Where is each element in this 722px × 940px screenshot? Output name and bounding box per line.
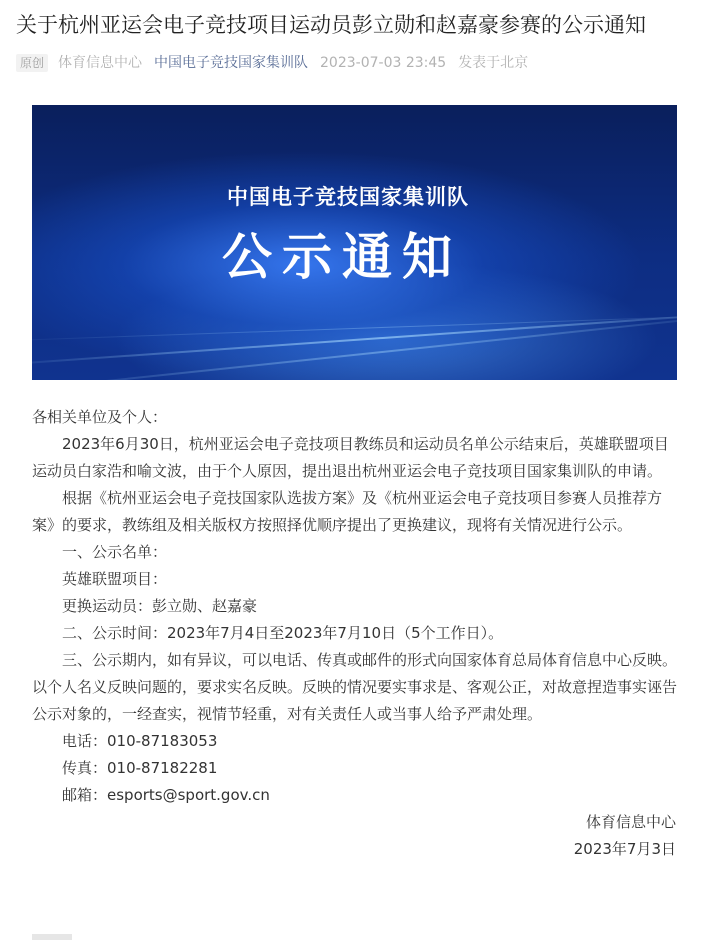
- banner-subtitle: 中国电子竞技国家集训队: [227, 185, 469, 209]
- article-title: 关于杭州亚运会电子竞技项目运动员彭立勋和赵嘉豪参赛的公示通知: [16, 13, 646, 37]
- body-line: 更换运动员：彭立勋、赵嘉豪: [62, 597, 258, 615]
- banner-image[interactable]: [32, 105, 677, 380]
- banner-light-streak: [32, 308, 677, 367]
- section-heading: 二、公示时间：2023年7月4日至2023年7月10日（5个工作日）。: [62, 624, 504, 642]
- contact-fax: 传真：010-87182281: [62, 759, 218, 777]
- body-paragraph: 三、公示期内，如有异议，可以电话、传真或邮件的形式向国家体育总局体育信息中心反映。以个人名义反映问题的，要求实名反映。反映的情况要实事求是、客观公正，对故意捏造事实诬告公示对象的，一经查实，视情节轻重，对有关责任人或当事人给予严肃处理。: [32, 651, 678, 723]
- source-name: 体育信息中心: [58, 55, 143, 71]
- contact-phone: 电话：010-87183053: [62, 732, 218, 750]
- body-paragraph: 根据《杭州亚运会电子竞技国家队选拔方案》及《杭州亚运会电子竞技项目参赛人员推荐方案》的要求，教练组及相关版权方按照择优顺序提出了更换建议，现将有关情况进行公示。: [32, 489, 663, 534]
- body-paragraph: 2023年6月30日，杭州亚运会电子竞技项目教练员和运动员名单公示结束后，英雄联盟项目运动员白家浩和喻文波，由于个人原因，提出退出杭州亚运会电子竞技项目国家集训队的申请。: [32, 435, 669, 480]
- banner-light-streak: [32, 308, 677, 380]
- publish-datetime: 2023-07-03 23:45: [320, 55, 447, 71]
- section-heading: 一、公示名单：: [62, 543, 168, 561]
- cut-off-content: [32, 934, 72, 940]
- publish-location: 发表于北京: [458, 55, 529, 71]
- article-body: [32, 404, 682, 863]
- article-meta: [16, 52, 528, 74]
- banner-main-text: 公示通知: [222, 228, 462, 286]
- signature-date: 2023年7月3日: [573, 840, 676, 858]
- salutation: 各相关单位及个人：: [32, 408, 168, 426]
- original-tag: 原创: [16, 54, 48, 72]
- account-link[interactable]: 中国电子竞技国家集训队: [154, 55, 309, 71]
- signature-org: 体育信息中心: [585, 813, 676, 831]
- body-line: 英雄联盟项目：: [62, 570, 168, 588]
- contact-email: 邮箱：esports@sport.gov.cn: [62, 786, 270, 804]
